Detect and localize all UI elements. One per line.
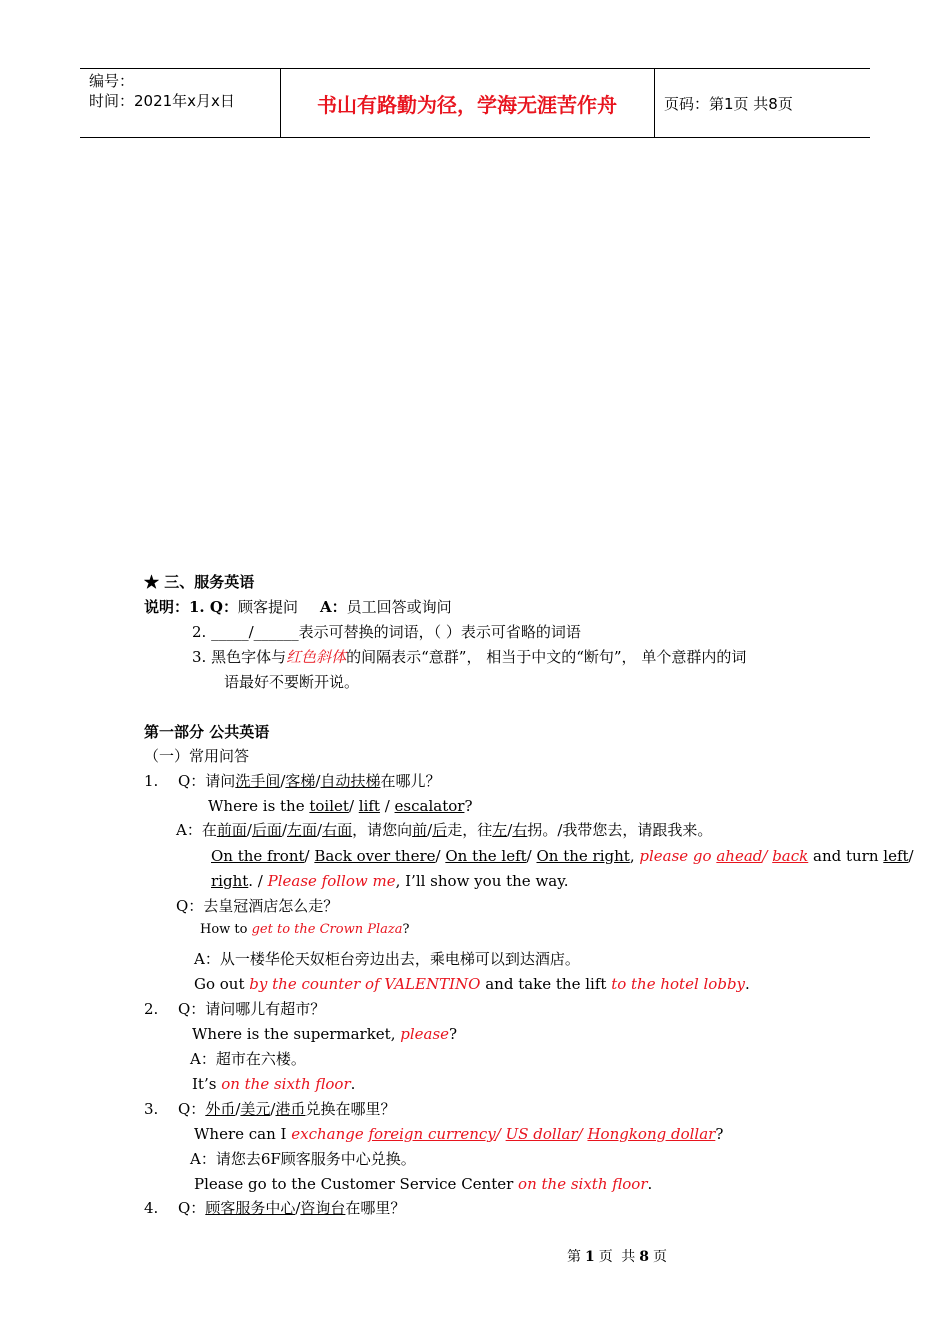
date-label: 时间：2021年x月x日 [89, 92, 235, 110]
q1-answer2-en: Go out by the counter of VALENTINO and take the lift to the hotel lobby. [194, 975, 750, 993]
q1-answer2-cn: A：从一楼华伦天奴柜台旁边出去，乘电梯可以到达酒店。 [194, 950, 580, 968]
q1-question2-en: How to get to the Crown Plaza? [200, 922, 410, 937]
header-meta [89, 71, 279, 111]
q3-answer-cn: A：请您去6F顾客服务中心兑换。 [190, 1150, 416, 1168]
q3-answer-en: Please go to the Customer Service Center on the sixth floor. [194, 1175, 653, 1193]
part-title: 第一部分 公共英语 [144, 723, 270, 741]
note-line-2: 2. _____/______表示可替换的词语，（ ）表示可省略的词语 [192, 623, 581, 641]
q2-answer-cn: A：超市在六楼。 [190, 1050, 306, 1068]
page-footer: 第 1 页 共 8 页 [567, 1249, 667, 1265]
list-number: 3. [144, 1100, 159, 1118]
q2-question-en: Where is the supermarket, please? [192, 1025, 458, 1043]
q1-question-en: Where is the toilet/ lift / escalator? [208, 797, 473, 815]
q3-question-cn: Q：外币/美元/港币兑换在哪里？ [178, 1100, 396, 1118]
q1-answer-en: On the front/ Back over there/ On the left/ On the right, please go ahead/ back and turn left/ [211, 847, 914, 865]
note-line-3: 3. 黑色字体与红色斜体的间隔表示“意群”， 相当于中文的“断句”， 单个意群内的词 [192, 648, 747, 666]
subsection-title: （一）常用问答 [144, 747, 250, 765]
section-title: ★ 三、服务英语 [144, 573, 255, 591]
header-motto: 书山有路勤为径，学海无涯苦作舟 [317, 93, 617, 117]
header-divider [654, 69, 655, 137]
q1-answer-cn: A：在前面/后面/左面/右面，请您向前/后走，往左/右拐。/我带您去，请跟我来。 [176, 821, 713, 839]
q1-question-cn: Q：请问洗手间/客梯/自动扶梯在哪儿？ [178, 772, 441, 790]
serial-label: 编号： [89, 72, 135, 90]
q1-question2-cn: Q：去皇冠酒店怎么走？ [176, 897, 339, 915]
list-number: 2. [144, 1000, 159, 1018]
note-line-4: 语最好不要断开说。 [224, 673, 360, 691]
header-page-info: 页码：第1页 共8页 [664, 95, 793, 113]
q3-question-en: Where can I exchange foreign currency/ US dollar/ Hongkong dollar? [194, 1125, 724, 1143]
q1-answer-en-cont: right. / Please follow me, I’ll show you the way. [211, 872, 569, 890]
q2-question-cn: Q：请问哪儿有超市？ [178, 1000, 326, 1018]
list-number: 4. [144, 1199, 159, 1217]
q4-question-cn: Q：顾客服务中心/咨询台在哪里？ [178, 1199, 406, 1217]
page-header [80, 68, 870, 138]
note-line-1: 说明：1. Q：顾客提问 A：员工回答或询问 [144, 598, 452, 616]
list-number: 1. [144, 772, 159, 790]
q2-answer-en: It’s on the sixth floor. [192, 1075, 356, 1093]
